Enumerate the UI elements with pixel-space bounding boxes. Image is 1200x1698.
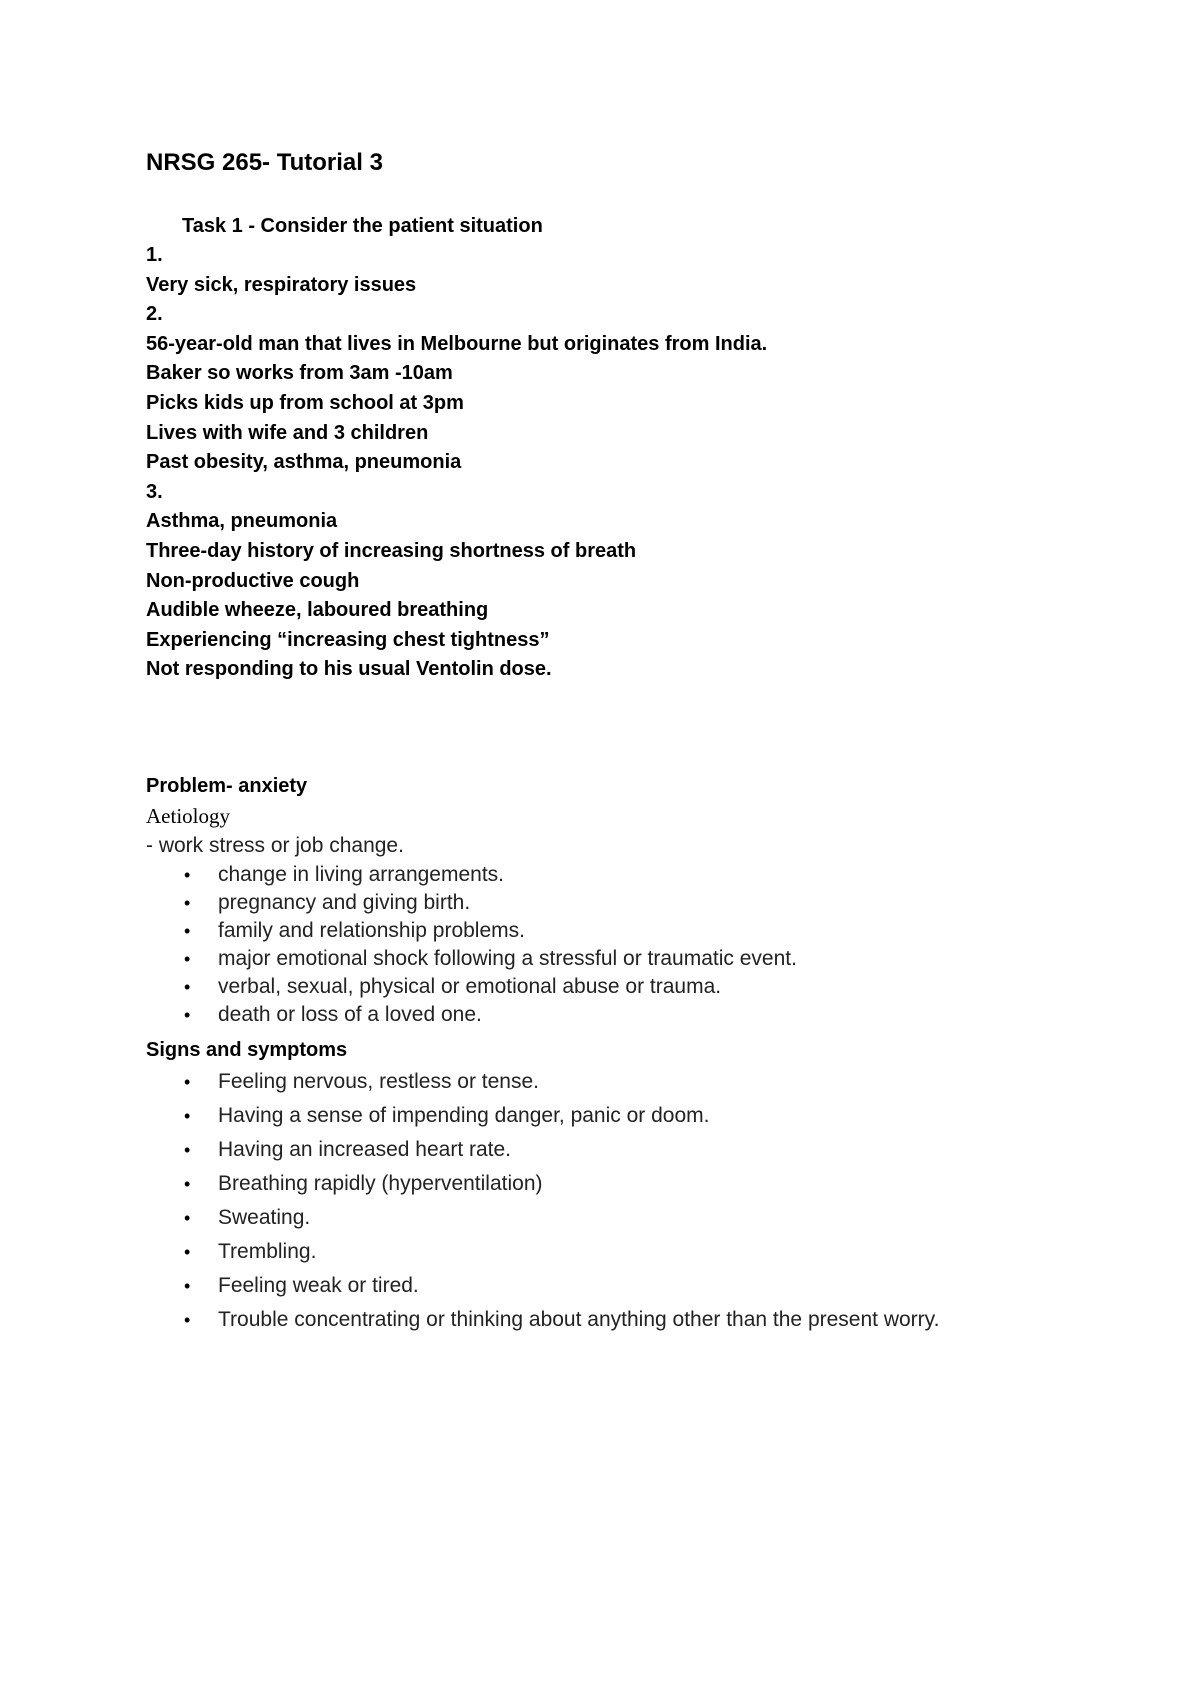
aetiology-list: [146, 861, 1106, 1029]
problem-heading: Problem- anxiety: [146, 774, 308, 797]
task-line: 3.: [146, 480, 163, 503]
task-line: Asthma, pneumonia: [146, 510, 338, 533]
bullet-icon: •: [184, 920, 191, 941]
task-line: Experiencing “increasing chest tightness”: [146, 628, 550, 651]
list-item: • Having a sense of impending danger, panic or doom.: [146, 1099, 1106, 1133]
bullet-icon: •: [184, 1309, 191, 1330]
bullet-icon: •: [184, 976, 191, 997]
list-item: • Having an increased heart rate.: [146, 1133, 1106, 1167]
list-item: • Trembling.: [146, 1235, 1106, 1269]
document-body: [146, 146, 1106, 1337]
task-line: Picks kids up from school at 3pm: [146, 391, 464, 414]
document-title: NRSG 265- Tutorial 3: [146, 149, 383, 176]
task-line: Non-productive cough: [146, 569, 360, 592]
task-line: Three-day history of increasing shortness of breath: [146, 539, 637, 562]
bullet-icon: •: [184, 1071, 191, 1092]
list-item: • Trouble concentrating or thinking about anything other than the present worry.: [146, 1303, 1106, 1337]
bullet-icon: •: [184, 1139, 191, 1160]
list-item: • family and relationship problems.: [146, 917, 1106, 945]
task-details: [146, 241, 1106, 685]
bullet-icon: •: [184, 1173, 191, 1194]
bullet-icon: •: [184, 864, 191, 885]
task-line: Baker so works from 3am -10am: [146, 362, 453, 385]
task-line: Very sick, respiratory issues: [146, 273, 417, 296]
list-item: • death or loss of a loved one.: [146, 1001, 1106, 1029]
list-item: • pregnancy and giving birth.: [146, 889, 1106, 917]
list-item: • Feeling nervous, restless or tense.: [146, 1065, 1106, 1099]
bullet-icon: •: [184, 1207, 191, 1228]
bullet-icon: •: [184, 1105, 191, 1126]
list-item: • major emotional shock following a stressful or traumatic event.: [146, 945, 1106, 973]
bullet-icon: •: [184, 1004, 191, 1025]
spacer: [146, 685, 1106, 771]
task-line: Audible wheeze, laboured breathing: [146, 599, 489, 622]
list-item: • verbal, sexual, physical or emotional abuse or trauma.: [146, 973, 1106, 1001]
bullet-icon: •: [184, 892, 191, 913]
list-item: • Sweating.: [146, 1201, 1106, 1235]
bullet-icon: •: [184, 1241, 191, 1262]
aetiology-label: Aetiology: [146, 803, 230, 828]
bullet-icon: •: [184, 1275, 191, 1296]
list-item: • Feeling weak or tired.: [146, 1269, 1106, 1303]
task-line: Past obesity, asthma, pneumonia: [146, 451, 462, 474]
signs-heading: Signs and symptoms: [146, 1038, 348, 1061]
task-line: 1.: [146, 244, 163, 266]
list-item: • change in living arrangements.: [146, 861, 1106, 889]
list-item: • Breathing rapidly (hyperventilation): [146, 1167, 1106, 1201]
bullet-icon: •: [184, 948, 191, 969]
task-line: 2.: [146, 303, 163, 326]
signs-list: [146, 1065, 1106, 1337]
task-line: Not responding to his usual Ventolin dose.: [146, 658, 552, 681]
task-line: 56-year-old man that lives in Melbourne but originates from India.: [146, 332, 768, 355]
task-line: Lives with wife and 3 children: [146, 421, 429, 444]
task-heading: Task 1 - Consider the patient situation: [182, 215, 543, 237]
aetiology-first-item: - work stress or job change.: [146, 833, 404, 857]
